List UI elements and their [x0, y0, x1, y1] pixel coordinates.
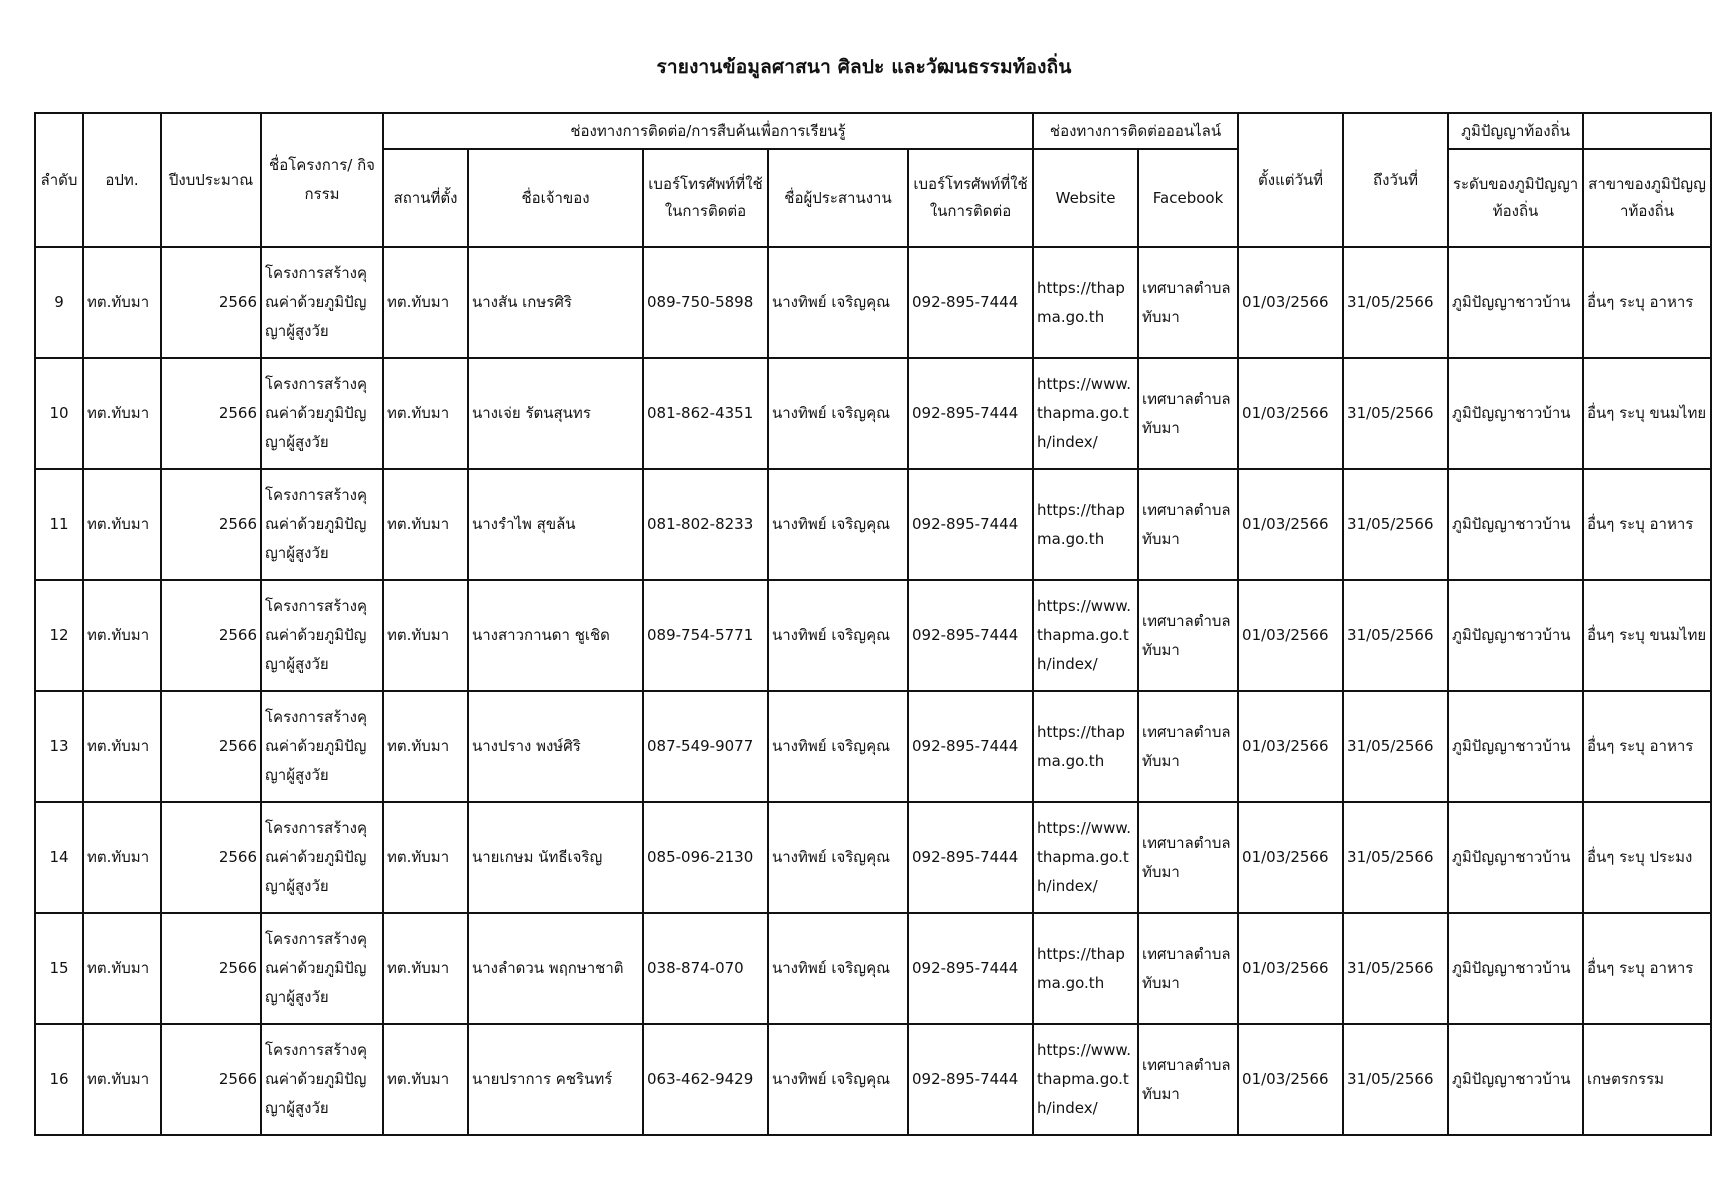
col-header-no: ลำดับ: [35, 113, 83, 247]
cell-coord-phone: 092-895-7444: [908, 802, 1033, 913]
cell-phone: 085-096-2130: [643, 802, 768, 913]
cell-phone: 087-549-9077: [643, 691, 768, 802]
cell-coordinator: นางทิพย์ เจริญคุณ: [768, 691, 908, 802]
cell-coord-phone: 092-895-7444: [908, 1024, 1033, 1135]
cell-start: 01/03/2566: [1238, 469, 1343, 580]
cell-org: ทต.ทับมา: [83, 469, 161, 580]
cell-location: ทต.ทับมา: [383, 802, 468, 913]
cell-project: โครงการสร้างคุณค่าด้วยภูมิปัญญาผู้สูงวัย: [261, 358, 383, 469]
cell-coordinator: นางทิพย์ เจริญคุณ: [768, 802, 908, 913]
cell-start: 01/03/2566: [1238, 802, 1343, 913]
cell-facebook: เทศบาลตำบลทับมา: [1138, 1024, 1238, 1135]
cell-start: 01/03/2566: [1238, 247, 1343, 358]
cell-coord-phone: 092-895-7444: [908, 469, 1033, 580]
group-header-contact: ช่องทางการติดต่อ/การสืบค้นเพื่อการเรียนรู้: [383, 113, 1033, 149]
group-header-online: ช่องทางการติดต่อออนไลน์: [1033, 113, 1238, 149]
cell-project: โครงการสร้างคุณค่าด้วยภูมิปัญญาผู้สูงวัย: [261, 913, 383, 1024]
page-title: รายงานข้อมูลศาสนา ศิลปะ และวัฒนธรรมท้องถิ่น: [656, 56, 1072, 78]
cell-org: ทต.ทับมา: [83, 802, 161, 913]
cell-facebook: เทศบาลตำบลทับมา: [1138, 802, 1238, 913]
cell-project: โครงการสร้างคุณค่าด้วยภูมิปัญญาผู้สูงวัย: [261, 469, 383, 580]
cell-coordinator: นางทิพย์ เจริญคุณ: [768, 1024, 908, 1135]
cell-level: ภูมิปัญญาชาวบ้าน: [1448, 358, 1583, 469]
cell-start: 01/03/2566: [1238, 580, 1343, 691]
cell-website: https://www.thapma.go.th/index/: [1033, 580, 1138, 691]
cell-coord-phone: 092-895-7444: [908, 358, 1033, 469]
cell-website: https://thapma.go.th: [1033, 247, 1138, 358]
cell-coord-phone: 092-895-7444: [908, 580, 1033, 691]
cell-facebook: เทศบาลตำบลทับมา: [1138, 469, 1238, 580]
cell-website: https://thapma.go.th: [1033, 469, 1138, 580]
cell-year: 2566: [161, 913, 261, 1024]
cell-owner: นางเจ่ย รัตนสุนทร: [468, 358, 643, 469]
cell-location: ทต.ทับมา: [383, 913, 468, 1024]
cell-start: 01/03/2566: [1238, 1024, 1343, 1135]
cell-branch: อื่นๆ ระบุ ประมง: [1583, 802, 1711, 913]
cell-phone: 089-754-5771: [643, 580, 768, 691]
table-row: [35, 469, 1711, 580]
table-row: [35, 913, 1711, 1024]
cell-year: 2566: [161, 358, 261, 469]
table-row: [35, 247, 1711, 358]
cell-no: 15: [35, 913, 83, 1024]
cell-facebook: เทศบาลตำบลทับมา: [1138, 247, 1238, 358]
cell-start: 01/03/2566: [1238, 358, 1343, 469]
cell-coord-phone: 092-895-7444: [908, 913, 1033, 1024]
cell-start: 01/03/2566: [1238, 691, 1343, 802]
col-header-level: ระดับของภูมิปัญญาท้องถิ่น: [1448, 149, 1583, 247]
cell-location: ทต.ทับมา: [383, 580, 468, 691]
cell-level: ภูมิปัญญาชาวบ้าน: [1448, 913, 1583, 1024]
cell-project: โครงการสร้างคุณค่าด้วยภูมิปัญญาผู้สูงวัย: [261, 580, 383, 691]
cell-year: 2566: [161, 469, 261, 580]
cell-no: 9: [35, 247, 83, 358]
cell-year: 2566: [161, 247, 261, 358]
cell-org: ทต.ทับมา: [83, 913, 161, 1024]
cell-website: https://thapma.go.th: [1033, 913, 1138, 1024]
header-row-groups: [35, 113, 1711, 149]
col-header-start: ตั้งแต่วันที่: [1238, 113, 1343, 247]
cell-website: https://www.thapma.go.th/index/: [1033, 1024, 1138, 1135]
cell-coord-phone: 092-895-7444: [908, 691, 1033, 802]
cell-owner: นายปราการ คชรินทร์: [468, 1024, 643, 1135]
cell-location: ทต.ทับมา: [383, 247, 468, 358]
cell-branch: อื่นๆ ระบุ อาหาร: [1583, 247, 1711, 358]
cell-website: https://www.thapma.go.th/index/: [1033, 802, 1138, 913]
col-header-website: Website: [1033, 149, 1138, 247]
cell-org: ทต.ทับมา: [83, 247, 161, 358]
cell-end: 31/05/2566: [1343, 913, 1448, 1024]
cell-level: ภูมิปัญญาชาวบ้าน: [1448, 580, 1583, 691]
cell-website: https://www.thapma.go.th/index/: [1033, 358, 1138, 469]
group-header-wisdom: ภูมิปัญญาท้องถิ่น: [1448, 113, 1583, 149]
cell-owner: นายเกษม นัทธีเจริญ: [468, 802, 643, 913]
cell-org: ทต.ทับมา: [83, 691, 161, 802]
cell-year: 2566: [161, 802, 261, 913]
cell-year: 2566: [161, 580, 261, 691]
cell-level: ภูมิปัญญาชาวบ้าน: [1448, 1024, 1583, 1135]
cell-coordinator: นางทิพย์ เจริญคุณ: [768, 913, 908, 1024]
cell-phone: 038-874-070: [643, 913, 768, 1024]
cell-project: โครงการสร้างคุณค่าด้วยภูมิปัญญาผู้สูงวัย: [261, 802, 383, 913]
cell-level: ภูมิปัญญาชาวบ้าน: [1448, 691, 1583, 802]
cell-no: 13: [35, 691, 83, 802]
cell-owner: นางสัน เกษรศิริ: [468, 247, 643, 358]
cell-branch: อื่นๆ ระบุ อาหาร: [1583, 913, 1711, 1024]
cell-project: โครงการสร้างคุณค่าด้วยภูมิปัญญาผู้สูงวัย: [261, 1024, 383, 1135]
cell-branch: อื่นๆ ระบุ อาหาร: [1583, 469, 1711, 580]
cell-no: 14: [35, 802, 83, 913]
cell-org: ทต.ทับมา: [83, 358, 161, 469]
cell-owner: นางปราง พงษ์ศิริ: [468, 691, 643, 802]
table-row: [35, 358, 1711, 469]
cell-location: ทต.ทับมา: [383, 358, 468, 469]
cell-year: 2566: [161, 1024, 261, 1135]
cell-owner: นางรำไพ สุขล้น: [468, 469, 643, 580]
cell-no: 11: [35, 469, 83, 580]
table-row: [35, 580, 1711, 691]
col-header-facebook: Facebook: [1138, 149, 1238, 247]
cell-end: 31/05/2566: [1343, 1024, 1448, 1135]
cell-location: ทต.ทับมา: [383, 691, 468, 802]
cell-no: 10: [35, 358, 83, 469]
cell-location: ทต.ทับมา: [383, 469, 468, 580]
cell-level: ภูมิปัญญาชาวบ้าน: [1448, 469, 1583, 580]
col-header-org: อปท.: [83, 113, 161, 247]
cell-org: ทต.ทับมา: [83, 1024, 161, 1135]
cell-coordinator: นางทิพย์ เจริญคุณ: [768, 358, 908, 469]
cell-no: 12: [35, 580, 83, 691]
col-header-project: ชื่อโครงการ/ กิจกรรม: [261, 113, 383, 247]
cell-branch: อื่นๆ ระบุ ขนมไทย: [1583, 358, 1711, 469]
col-header-phone: เบอร์โทรศัพท์ที่ใช้ในการติดต่อ: [643, 149, 768, 247]
cell-coordinator: นางทิพย์ เจริญคุณ: [768, 247, 908, 358]
cell-branch: อื่นๆ ระบุ อาหาร: [1583, 691, 1711, 802]
cell-coordinator: นางทิพย์ เจริญคุณ: [768, 580, 908, 691]
cell-no: 16: [35, 1024, 83, 1135]
table-body: [35, 247, 1711, 1135]
table-row: [35, 1024, 1711, 1135]
col-header-location: สถานที่ตั้ง: [383, 149, 468, 247]
col-header-end: ถึงวันที่: [1343, 113, 1448, 247]
cell-facebook: เทศบาลตำบลทับมา: [1138, 691, 1238, 802]
cell-location: ทต.ทับมา: [383, 1024, 468, 1135]
cell-level: ภูมิปัญญาชาวบ้าน: [1448, 247, 1583, 358]
cell-coord-phone: 092-895-7444: [908, 247, 1033, 358]
cell-project: โครงการสร้างคุณค่าด้วยภูมิปัญญาผู้สูงวัย: [261, 691, 383, 802]
cell-year: 2566: [161, 691, 261, 802]
cell-website: https://thapma.go.th: [1033, 691, 1138, 802]
cell-facebook: เทศบาลตำบลทับมา: [1138, 913, 1238, 1024]
cell-phone: 081-862-4351: [643, 358, 768, 469]
group-header-blank: [1583, 113, 1711, 149]
cell-start: 01/03/2566: [1238, 913, 1343, 1024]
cell-owner: นางสาวกานดา ชูเชิด: [468, 580, 643, 691]
table-row: [35, 802, 1711, 913]
col-header-year: ปีงบประมาณ: [161, 113, 261, 247]
col-header-coordinator: ชื่อผู้ประสานงาน: [768, 149, 908, 247]
cell-coordinator: นางทิพย์ เจริญคุณ: [768, 469, 908, 580]
cell-phone: 089-750-5898: [643, 247, 768, 358]
col-header-coord-phone: เบอร์โทรศัพท์ที่ใช้ในการติดต่อ: [908, 149, 1033, 247]
cell-level: ภูมิปัญญาชาวบ้าน: [1448, 802, 1583, 913]
cell-project: โครงการสร้างคุณค่าด้วยภูมิปัญญาผู้สูงวัย: [261, 247, 383, 358]
report-table: [34, 112, 1712, 1136]
cell-org: ทต.ทับมา: [83, 580, 161, 691]
col-header-owner: ชื่อเจ้าของ: [468, 149, 643, 247]
cell-end: 31/05/2566: [1343, 802, 1448, 913]
cell-branch: เกษตรกรรม: [1583, 1024, 1711, 1135]
cell-facebook: เทศบาลตำบลทับมา: [1138, 358, 1238, 469]
cell-end: 31/05/2566: [1343, 691, 1448, 802]
table-row: [35, 691, 1711, 802]
cell-end: 31/05/2566: [1343, 358, 1448, 469]
cell-branch: อื่นๆ ระบุ ขนมไทย: [1583, 580, 1711, 691]
col-header-branch: สาขาของภูมิปัญญาท้องถิ่น: [1583, 149, 1711, 247]
cell-end: 31/05/2566: [1343, 247, 1448, 358]
cell-end: 31/05/2566: [1343, 469, 1448, 580]
cell-facebook: เทศบาลตำบลทับมา: [1138, 580, 1238, 691]
cell-owner: นางลำดวน พฤกษาชาติ: [468, 913, 643, 1024]
cell-end: 31/05/2566: [1343, 580, 1448, 691]
cell-phone: 081-802-8233: [643, 469, 768, 580]
cell-phone: 063-462-9429: [643, 1024, 768, 1135]
